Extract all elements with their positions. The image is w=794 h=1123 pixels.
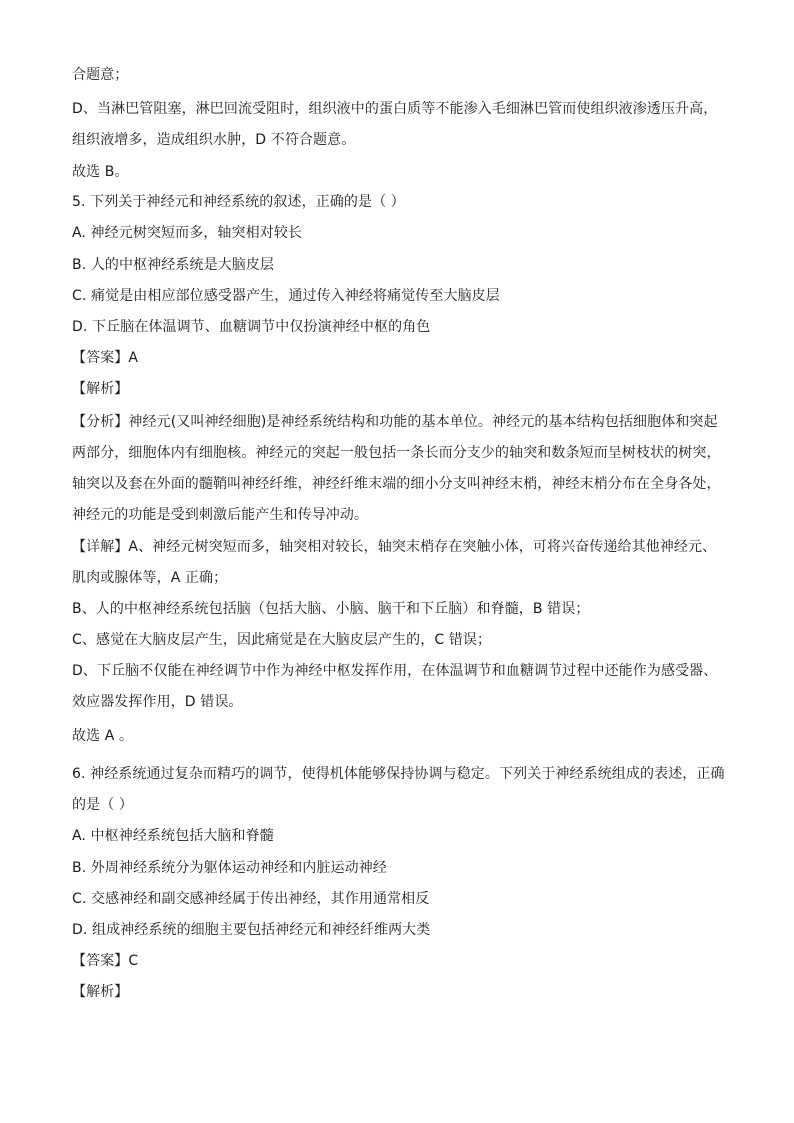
q5-xiangjie-line-3: B、人的中枢神经系统包括脑（包括大脑、小脑、脑干和下丘脑）和脊髓，B 错误；	[72, 601, 590, 617]
q5-xiangjie-line-6: 效应器发挥作用，D 错误。	[72, 694, 243, 710]
q6-analysis-label: 【解析】	[72, 984, 129, 1000]
q6-option-b: B. 外周神经系统分为躯体运动神经和内脏运动神经	[72, 860, 387, 876]
q5-conclusion: 故选 A 。	[72, 728, 134, 744]
q5-xiangjie-line-5: D、下丘脑不仅能在神经调节中作为神经中枢发挥作用，在体温调节和血糖调节过程中还能作为感受器、	[72, 663, 718, 679]
q6-option-a: A. 中枢神经系统包括大脑和脊髓	[72, 828, 274, 844]
q5-fenxi-line-1: 【分析】神经元(又叫神经细胞)是神经系统结构和功能的基本单位。神经元的基本结构包括细胞体和突起	[72, 414, 718, 430]
q5-stem: 5. 下列关于神经元和神经系统的叙述，正确的是（ ）	[72, 194, 405, 210]
q5-xiangjie-line-1: 【详解】A、神经元树突短而多，轴突相对较长，轴突末梢存在突触小体，可将兴奋传递给其他神经元、	[72, 539, 717, 555]
q4-tail-line-2: D、当淋巴管阻塞，淋巴回流受阻时，组织液中的蛋白质等不能渗入毛细淋巴管而使组织液渗透压升高，	[72, 101, 718, 117]
q6-stem-line-1: 6. 神经系统通过复杂而精巧的调节，使得机体能够保持协调与稳定。下列关于神经系统组成的表述，正确	[72, 766, 725, 782]
q6-answer: 【答案】C	[72, 953, 139, 969]
q6-stem-line-2: 的是（ ）	[72, 797, 133, 813]
q5-xiangjie-line-2: 肌肉或腺体等，A 正确；	[72, 570, 228, 586]
q5-option-c: C. 痛觉是由相应部位感受器产生，通过传入神经将痛觉传至大脑皮层	[72, 288, 500, 304]
q5-option-d: D. 下丘脑在体温调节、血糖调节中仅扮演神经中枢的角色	[72, 319, 431, 335]
q5-answer: 【答案】A	[72, 350, 139, 366]
q4-tail-line-1: 合题意；	[72, 67, 129, 83]
q5-option-b: B. 人的中枢神经系统是大脑皮层	[72, 257, 275, 273]
q5-fenxi-line-2: 两部分，细胞体内有细胞核。神经元的突起一般包括一条长而分支少的轴突和数条短而呈树枝状的树突，	[72, 445, 721, 461]
q5-analysis-label: 【解析】	[72, 381, 129, 397]
q5-xiangjie-line-4: C、感觉在大脑皮层产生，因此痛觉是在大脑皮层产生的，C 错误；	[72, 632, 492, 648]
q6-option-c: C. 交感神经和副交感神经属于传出神经，其作用通常相反	[72, 891, 430, 907]
q5-option-a: A. 神经元树突短而多，轴突相对较长	[72, 225, 303, 241]
q6-option-d: D. 组成神经系统的细胞主要包括神经元和神经纤维两大类	[72, 922, 431, 938]
q4-conclusion: 故选 B。	[72, 164, 129, 180]
q5-fenxi-line-4: 神经元的功能是受到刺激后能产生和传导冲动。	[72, 507, 369, 523]
q4-tail-line-3: 组织液增多，造成组织水肿，D 不符合题意。	[72, 132, 356, 148]
q5-fenxi-line-3: 轴突以及套在外面的髓鞘叫神经纤维，神经纤维末端的细小分支叫神经末梢，神经末梢分布在全身各处，	[72, 476, 721, 492]
